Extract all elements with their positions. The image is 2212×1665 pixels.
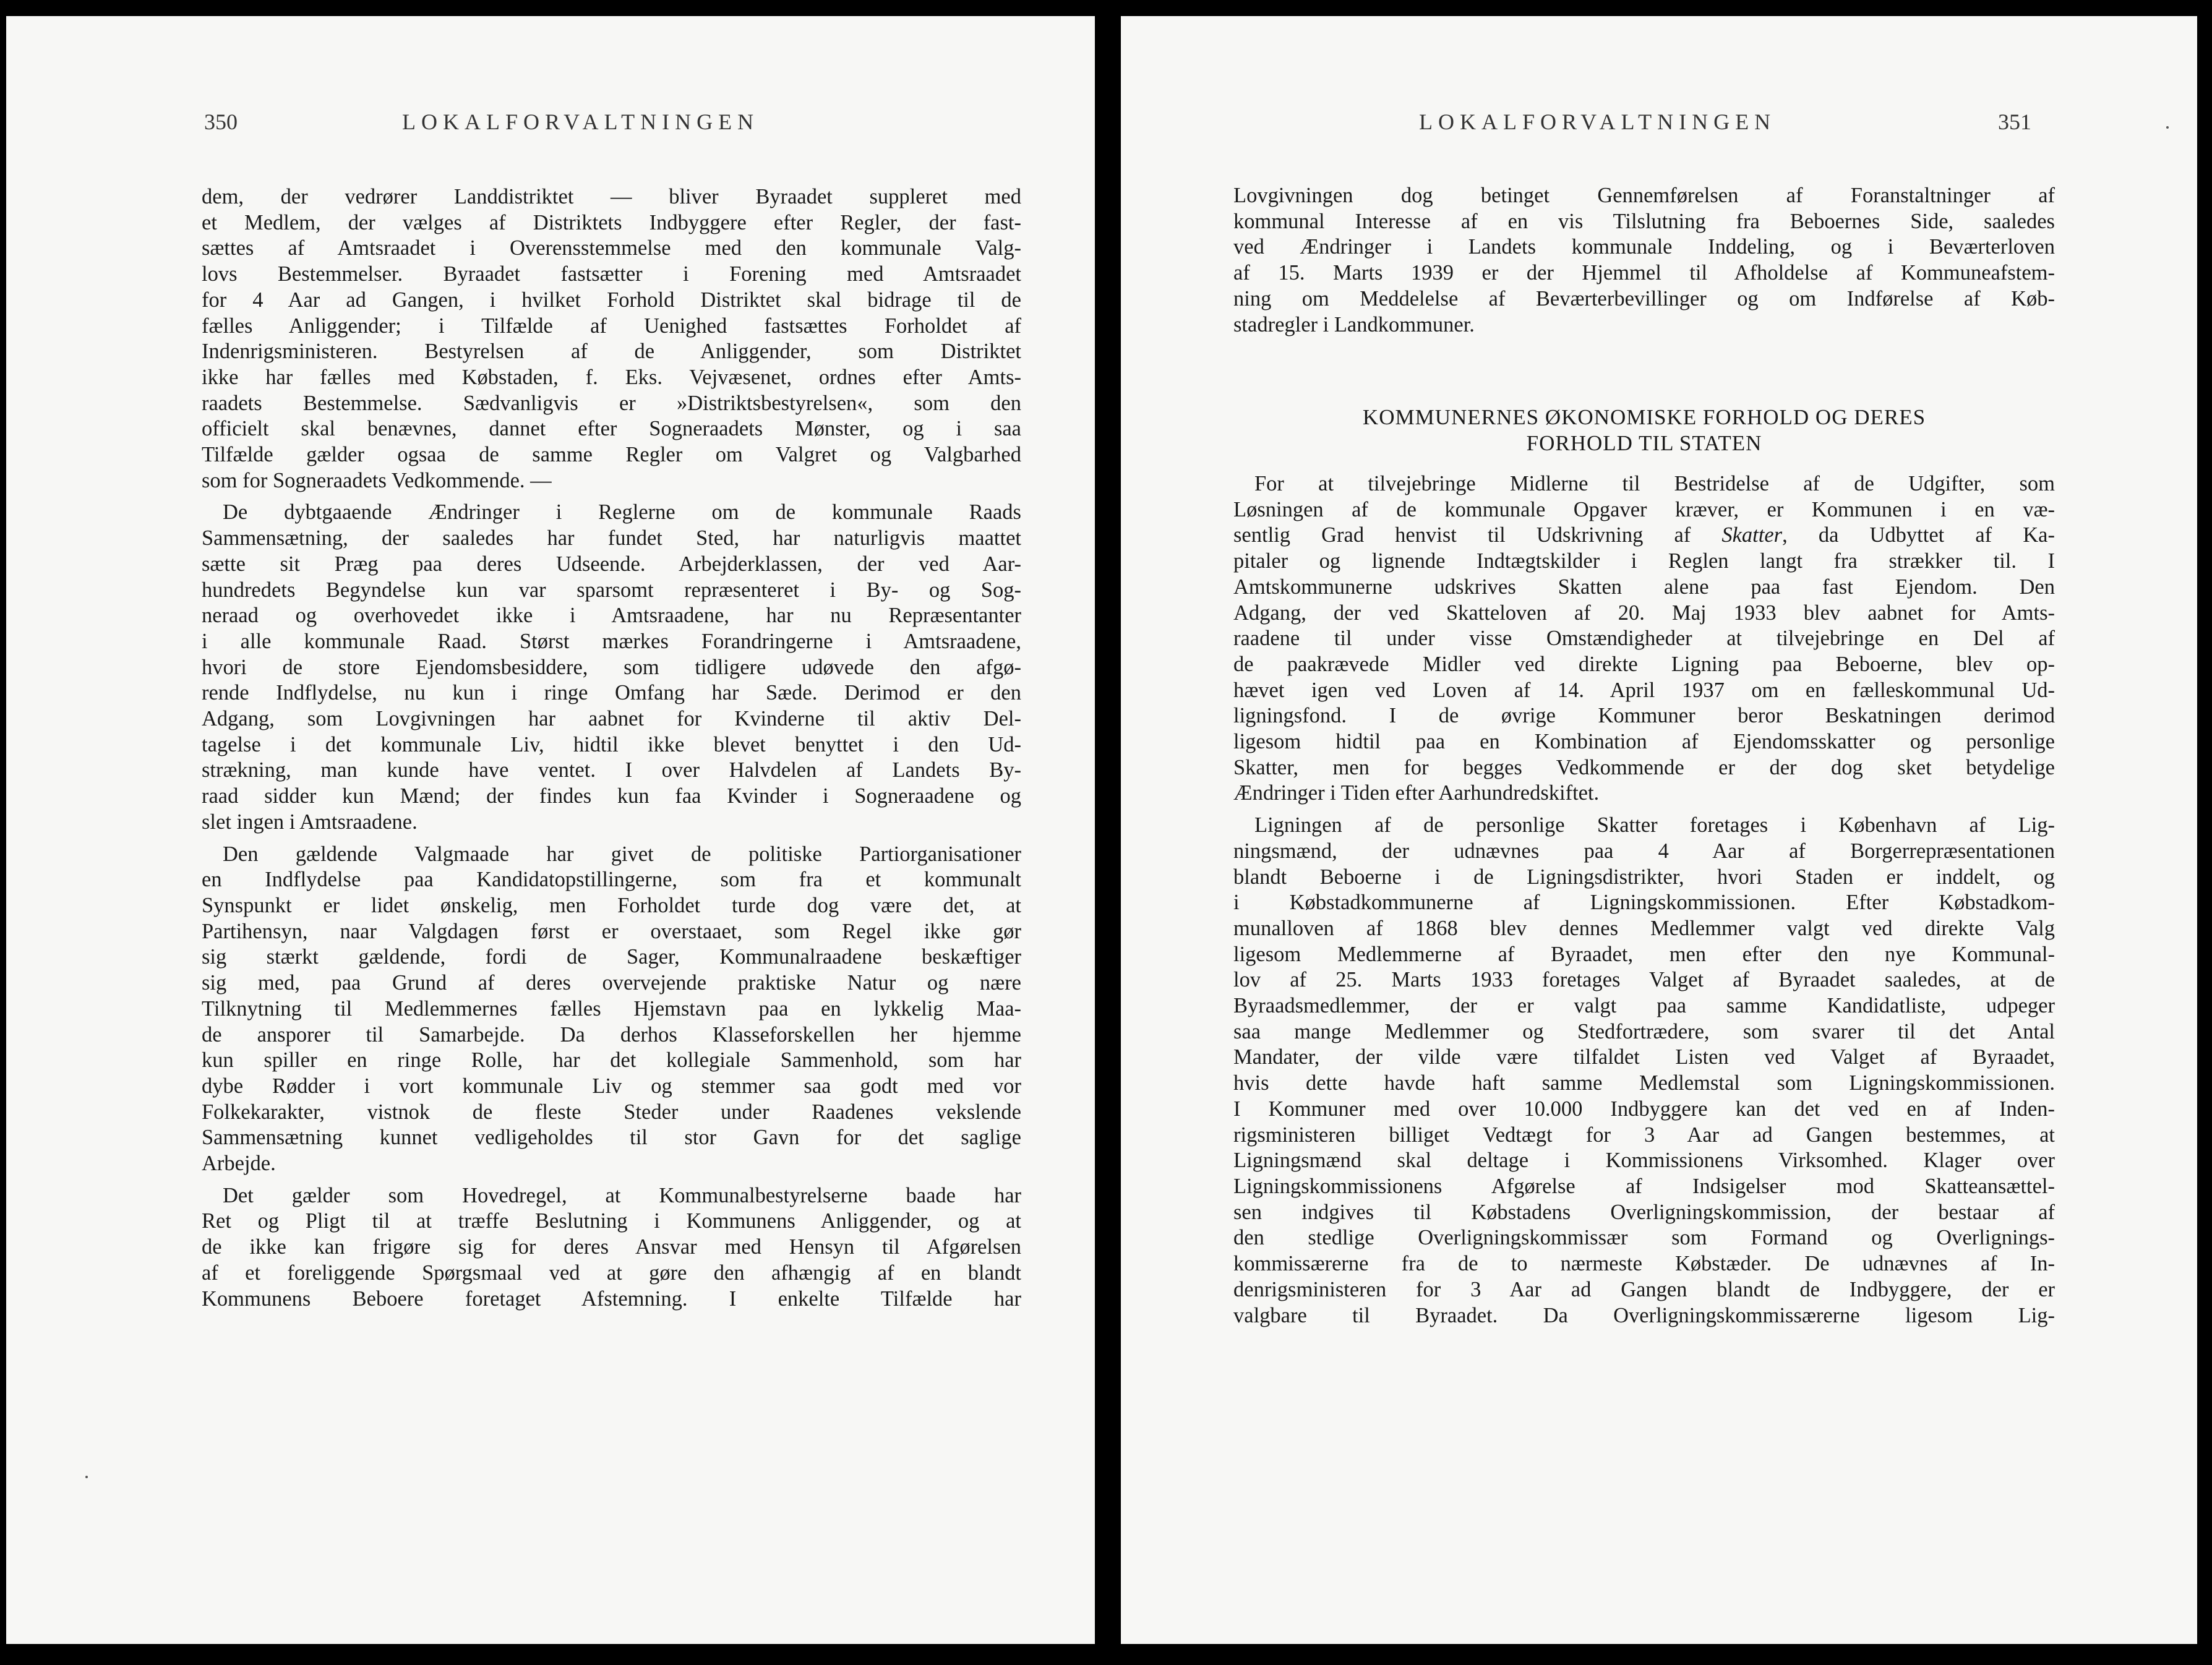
text-line: sig med, paa Grund af deres overvejende praktiske Natur og nære: [202, 971, 1021, 995]
right-running-head: LOKALFORVALTNINGEN: [1419, 109, 1777, 134]
text-line: for 4 Aar ad Gangen, i hvilket Forhold Distriktet skal bidrage til de: [202, 288, 1021, 312]
text-line: de paakrævede Midler ved direkte Ligning paa Beboerne, blev op-: [1233, 652, 2055, 676]
text-line: officielt skal benævnes, dannet efter Sogneraadets Mønster, og i saa: [202, 417, 1021, 441]
text-line: hvis dette havde haft samme Medlemstal som Ligningskommissionen.: [1233, 1071, 2055, 1095]
text-line: Partihensyn, naar Valgdagen først er overstaaet, som Regel ikke gør: [202, 919, 1021, 943]
text-line: ikke har fælles med Købstaden, f. Eks. Vejvæsenet, ordnes efter Amts-: [202, 365, 1021, 389]
text-line: sættes af Amtsraadet i Overensstemmelse med den kommunale Valg-: [202, 236, 1021, 260]
text-line: i Købstadkommunerne af Ligningskommissionen. Efter Købstadkom-: [1233, 891, 2055, 915]
text-line: Den gældende Valgmaade har givet de politiske Partiorganisationer: [223, 842, 1021, 866]
right-page-body: [1233, 471, 2055, 1329]
text-line: rende Indflydelse, nu kun i ringe Omfang har Sæde. Derimod er den: [202, 681, 1021, 705]
text-line: Ligningsmænd skal deltage i Kommissionens Virksomhed. Klager over: [1233, 1149, 2055, 1173]
right-page-intro: [1233, 183, 2055, 338]
text-fragment: , da Udbyttet af Ka-: [1782, 523, 2055, 547]
text-line: Sammensætning, der saaledes har fundet Sted, har naturligvis maattet: [202, 526, 1021, 550]
text-line: I Kommuner med over 10.000 Indbyggere kan det ved en af Inden-: [1233, 1097, 2055, 1121]
text-line: Adgang, som Lovgivningen har aabnet for Kvinderne til aktiv Del-: [202, 707, 1021, 731]
text-line: lov af 25. Marts 1933 foretages Valget af Byraadet saaledes, at de: [1233, 968, 2055, 992]
text-line: den stedlige Overligningskommissær som Formand og Overlignings-: [1233, 1226, 2055, 1250]
text-line: af 15. Marts 1939 er der Hjemmel til Afholdelse af Kommuneafstem-: [1233, 261, 2055, 285]
left-page-body: [202, 184, 1021, 1312]
text-line: sig stærkt gældende, fordi de Sager, Kommunalraadene beskæftiger: [202, 945, 1021, 969]
text-line: sen indgives til Købstadens Overligningskommission, der bestaar af: [1233, 1200, 2055, 1224]
text-line: pitaler og lignende Indtægtskilder i Reglen langt fra strækker til. I: [1233, 549, 2055, 573]
text-line: munalloven af 1868 blev dennes Medlemmer valgt ved direkte Valg: [1233, 916, 2055, 940]
text-line: Ret og Pligt til at træffe Beslutning i Kommunens Anliggender, og at: [202, 1209, 1021, 1233]
text-line: dybe Rødder i vort kommunale Liv og stemmer saa godt med vor: [202, 1074, 1021, 1098]
text-line: saa mange Medlemmer og Stedfortrædere, som svarer til det Antal: [1233, 1019, 2055, 1043]
text-line: Ændringer i Tiden efter Aarhundredskiftet.: [1233, 781, 1600, 805]
text-line: som for Sogneraadets Vedkommende. —: [202, 468, 552, 492]
text-line: kommunal Interesse af en vis Tilslutning fra Beboernes Side, saaledes: [1233, 209, 2055, 233]
text-line: Kommunens Beboere foretaget Afstemning. I enkelte Tilfælde har: [202, 1286, 1021, 1311]
emphasis-skatter: Skatter: [1721, 523, 1783, 547]
text-line: De dybtgaaende Ændringer i Reglerne om de kommunale Raads: [223, 500, 1021, 524]
text-line: Løsningen af de kommunale Opgaver kræver, er Kommunen i en væ-: [1233, 497, 2055, 521]
text-line: neraad og overhovedet ikke i Amtsraadene, har nu Repræsentanter: [202, 604, 1021, 628]
text-line: raad sidder kun Mænd; der findes kun faa Kvinder i Sogneraadene og: [202, 784, 1021, 808]
text-line: Lovgivningen dog betinget Gennemførelsen af Foranstaltninger af: [1233, 184, 2055, 207]
text-line: sætte sit Præg paa deres Udseende. Arbejderklassen, der ved Aar-: [202, 552, 1021, 576]
text-line: ved Ændringer i Landets kommunale Inddeling, og i Beværterloven: [1233, 235, 2055, 259]
section-heading: [1233, 404, 2055, 456]
section-heading-line-1: KOMMUNERNES ØKONOMISKE FORHOLD OG DERES: [1362, 405, 1926, 429]
paragraph-gap: [202, 836, 1021, 842]
text-line: Byraadsmedlemmer, der er valgt paa samme Kandidatliste, udpeger: [1233, 994, 2055, 1018]
text-line: Folkekarakter, vistnok de fleste Steder under Raadenes vekslende: [202, 1100, 1021, 1124]
text-line: ligningsfond. I de øvrige Kommuner beror Beskatningen derimod: [1233, 704, 2055, 728]
text-line: et Medlem, der vælges af Distriktets Indbyggere efter Regler, der fast-: [202, 210, 1021, 234]
text-line: Mandater, der vilde være tilfaldet Listen ved Valget af Byraadet,: [1233, 1045, 2055, 1069]
paragraph: [1233, 813, 2055, 1329]
paragraph-gap: [202, 1177, 1021, 1183]
text-line: Adgang, der ved Skatteloven af 20. Maj 1933 blev aabnet for Amts-: [1233, 601, 2055, 625]
text-line: tagelse i det kommunale Liv, hidtil ikke blevet benyttet i den Ud-: [202, 732, 1021, 756]
text-line: dem, der vedrører Landdistriktet — bliver Byraadet suppleret med: [202, 185, 1021, 208]
text-line: raadene til under visse Omstændigheder at tilvejebringe en Del af: [1233, 627, 2055, 651]
text-line: de ansporer til Samarbejde. Da derhos Klasseforskellen her hjemme: [202, 1022, 1021, 1047]
text-line: hævet igen ved Loven af 14. April 1937 om en fælleskommunal Ud-: [1233, 678, 2055, 702]
text-line: slet ingen i Amtsraadene.: [202, 810, 418, 834]
right-page: [1121, 16, 2197, 1644]
text-line: blandt Beboerne i de Ligningsdistrikter, hvori Staden er inddelt, og: [1233, 865, 2055, 889]
text-line: Synspunkt er lidet ønskelig, men Forholdet turde dog være det, at: [202, 893, 1021, 917]
text-line: raadets Bestemmelse. Sædvanligvis er »Distriktsbestyrelsen«, som den: [202, 391, 1021, 415]
text-line: rigsministeren billiget Vedtægt for 3 Aar ad Gangen bestemmes, at: [1233, 1123, 2055, 1147]
text-line: en Indflydelse paa Kandidatopstillingerne, som fra et kommunalt: [202, 868, 1021, 892]
text-line: ligesom hidtil paa en Kombination af Ejendomsskatter og personlige: [1233, 730, 2055, 754]
text-line: [1233, 523, 2055, 549]
text-line: kommissærerne fra de to nærmeste Købstæder. De udnævnes af In-: [1233, 1252, 2055, 1276]
speck-mark: [2166, 126, 2169, 129]
section-heading-line-2: FORHOLD TIL STATEN: [1526, 431, 1762, 455]
text-line: denrigsministeren for 3 Aar ad Gangen blandt de Indbyggere, der er: [1233, 1277, 2055, 1301]
paragraph: [202, 184, 1021, 494]
text-line: Skatter, men for begges Vedkommende er der dog sket betydelige: [1233, 755, 2055, 779]
text-line: fælles Anliggender; i Tilfælde af Uenighed fastsættes Forholdet af: [202, 314, 1021, 338]
text-line: hvori de store Ejendomsbesiddere, som tidligere udøvede den afgø-: [202, 655, 1021, 679]
paragraph: [1233, 183, 2055, 338]
paragraph-gap: [1233, 807, 2055, 813]
text-line: Sammensætning kunnet vedligeholdes til stor Gavn for det saglige: [202, 1126, 1021, 1150]
speck-mark: [85, 1476, 88, 1478]
text-line: hundredets Begyndelse kun var sparsomt repræsenteret i By- og Sog-: [202, 578, 1021, 602]
left-running-head: LOKALFORVALTNINGEN: [402, 109, 760, 134]
text-line: kun spiller en ringe Rolle, har det kollegiale Sammenhold, som har: [202, 1048, 1021, 1072]
text-line: Arbejde.: [202, 1152, 276, 1176]
left-page: [6, 16, 1095, 1644]
text-line: Tilknytning til Medlemmernes fælles Hjemstavn paa en lykkelig Maa-: [202, 996, 1021, 1021]
text-line: ningsmænd, der udnævnes paa 4 Aar af Borgerrepræsentationen: [1233, 839, 2055, 863]
text-line: lovs Bestemmelser. Byraadet fastsætter i Forening med Amtsraadet: [202, 262, 1021, 286]
text-line: af et foreliggende Spørgsmaal ved at gøre den afhængig af en blandt: [202, 1261, 1021, 1285]
paragraph-gap: [202, 494, 1021, 500]
paragraph: [202, 842, 1021, 1177]
left-page-number: 350: [204, 109, 238, 134]
text-line: ning om Meddelelse af Beværterbevillinger og om Indførelse af Køb-: [1233, 286, 2055, 310]
paragraph-rest: [1233, 549, 2055, 807]
text-line: valgbare til Byraadet. Da Overligningskommissærerne ligesom Lig-: [1233, 1303, 2055, 1327]
text-line: Det gælder som Hovedregel, at Kommunalbestyrelserne baade har: [223, 1183, 1021, 1207]
text-line: Ligningen af de personlige Skatter foretages i København af Lig-: [1254, 813, 2055, 837]
text-line: Ligningskommissionens Afgørelse af Indsigelser mod Skatteansættel-: [1233, 1174, 2055, 1198]
paragraph: [202, 1183, 1021, 1312]
text-line: strækning, man kunde have ventet. I over Halvdelen af Landets By-: [202, 758, 1021, 782]
text-line: i alle kommunale Raad. Størst mærkes Forandringerne i Amtsraadene,: [202, 629, 1021, 653]
text-line: Indenrigsministeren. Bestyrelsen af de Anliggender, som Distriktet: [202, 340, 1021, 364]
text-line: ligesom Medlemmerne af Byraadet, men efter den nye Kommunal-: [1233, 942, 2055, 966]
text-line: For at tilvejebringe Midlerne til Bestridelse af de Udgifter, som: [1254, 472, 2055, 495]
text-line: de ikke kan frigøre sig for deres Ansvar med Hensyn til Afgørelsen: [202, 1235, 1021, 1259]
paragraph: [202, 500, 1021, 835]
text-fragment: sentlig Grad henvist til Udskrivning af: [1233, 523, 1722, 547]
text-line: stadregler i Landkommuner.: [1233, 312, 1475, 336]
text-line: Amtskommunerne udskrives Skatten alene paa fast Ejendom. Den: [1233, 575, 2055, 599]
text-line: Tilfælde gælder ogsaa de samme Regler om Valgret og Valgbarhed: [202, 443, 1021, 467]
right-page-number: 351: [1998, 109, 2031, 134]
